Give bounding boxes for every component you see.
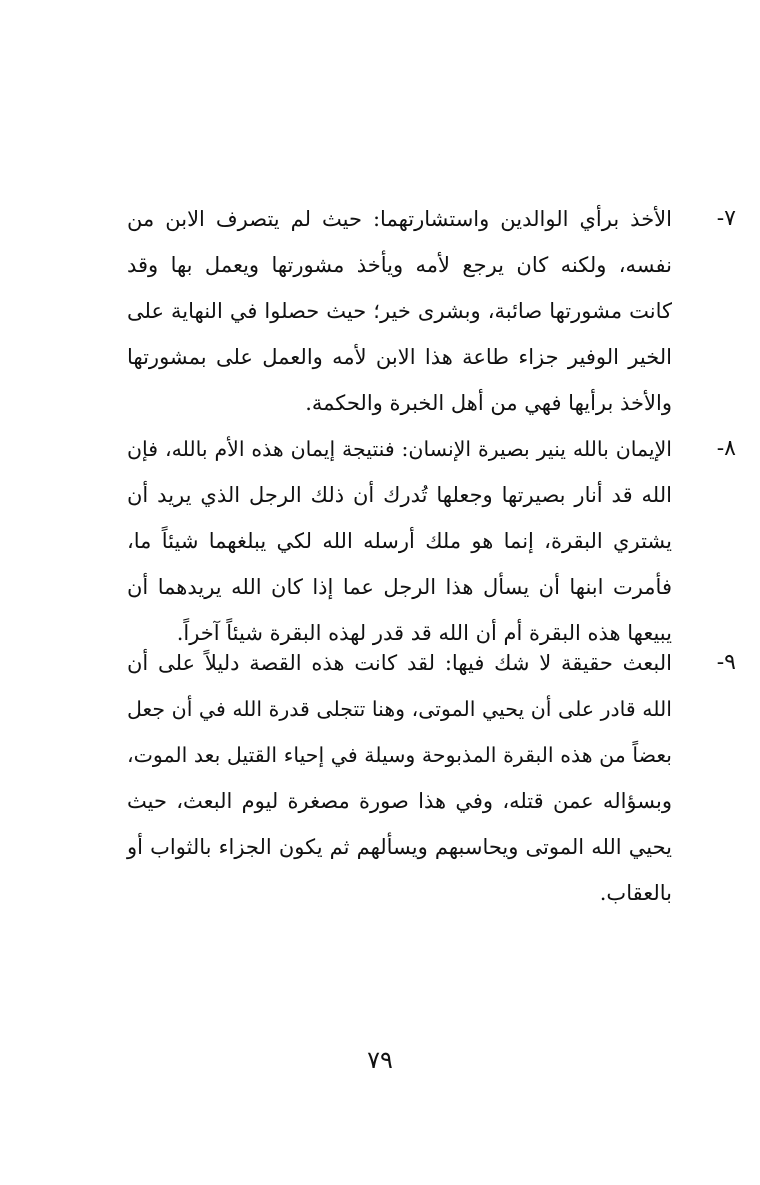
text-line: الإيمان بالله ينير بصيرة الإنسان: فنتيجة إيمان هذه الأم بالله، فإن	[127, 437, 672, 461]
text-line: بالعقاب.	[599, 881, 672, 905]
text-line: الله قد أنار بصيرتها وجعلها تُدرك أن ذلك الرجل الذي يريد أن	[127, 483, 672, 507]
text-line: نفسه، ولكنه كان يرجع لأمه ويأخذ مشورتها ويعمل بها وقد	[127, 253, 672, 277]
text-line: الله قادر على أن يحيي الموتى، وهنا تتجلى قدرة الله في أن جعل	[127, 697, 672, 721]
item-number: ٧-	[716, 206, 736, 231]
text-line: بعضاً من هذه البقرة المذبوحة وسيلة في إحياء القتيل بعد الموت،	[127, 743, 672, 767]
text-line: يحيي الله الموتى ويحاسبهم ويسألهم ثم يكون الجزاء بالثواب أو	[127, 835, 672, 859]
text-line: يبيعها هذه البقرة أم أن الله قد قدر لهذه البقرة شيئاً آخراً.	[176, 621, 672, 645]
text-line: يشتري البقرة، إنما هو ملك أرسله الله لكي يبلغهما شيئاً ما،	[127, 529, 672, 553]
list-item	[127, 640, 736, 916]
list-item	[127, 426, 736, 656]
text-line: فأمرت ابنها أن يسأل هذا الرجل عما إذا كان الله يريدهما أن	[127, 575, 672, 599]
page-number: ٧٩	[367, 1046, 393, 1074]
text-line: وبسؤاله عمن قتله، وفي هذا صورة مصغرة ليوم البعث، حيث	[127, 789, 672, 813]
text-line: الأخذ برأي الوالدين واستشارتهما: حيث لم يتصرف الابن من	[127, 207, 672, 231]
text-line: الخير الوفير جزاء طاعة هذا الابن لأمه والعمل على بمشورتها	[127, 345, 672, 369]
text-line: البعث حقيقة لا شك فيها: لقد كانت هذه القصة دليلاً على أن	[127, 651, 672, 675]
text-line: كانت مشورتها صائبة، وبشرى خير؛ حيث حصلوا في النهاية على	[127, 299, 672, 323]
item-number: ٨-	[716, 436, 736, 461]
text-line: والأخذ برأيها فهي من أهل الخبرة والحكمة.	[305, 391, 672, 415]
item-number: ٩-	[716, 650, 736, 675]
list-item	[127, 196, 736, 426]
